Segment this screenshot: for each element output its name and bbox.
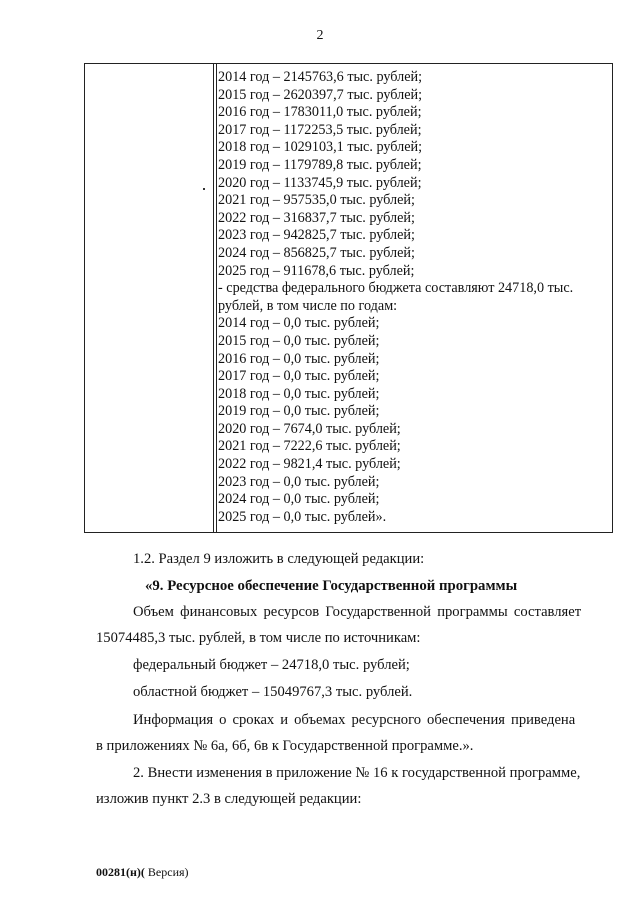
table-line: 2024 год – 856825,7 тыс. рублей; (218, 244, 415, 261)
budget-table (84, 63, 613, 533)
paragraph-2-line-1: Информация о сроках и объемах ресурсного обеспечения приведена (133, 712, 576, 728)
table-line: 2016 год – 0,0 тыс. рублей; (218, 350, 380, 367)
footer (96, 865, 189, 880)
table-line: 2018 год – 0,0 тыс. рублей; (218, 385, 380, 402)
paragraph-1-line-1: Объем финансовых ресурсов Государственной программы составляет (133, 604, 582, 620)
section-heading: «9. Ресурсное обеспечение Государственной программы (145, 578, 518, 594)
table-line: 2016 год – 1783011,0 тыс. рублей; (218, 104, 422, 121)
item-2-line-1: 2. Внести изменения в приложение № 16 к государственной программе, (133, 765, 581, 781)
table-line: 2023 год – 0,0 тыс. рублей; (218, 473, 380, 490)
table-line: 2014 год – 0,0 тыс. рублей; (218, 315, 380, 332)
table-line: 2017 год – 1172253,5 тыс. рублей; (218, 121, 422, 138)
federal-budget-line: федеральный бюджет – 24718,0 тыс. рублей; (133, 657, 410, 673)
item-1-2: 1.2. Раздел 9 изложить в следующей редакции: (133, 551, 425, 567)
table-line: 2025 год – 911678,6 тыс. рублей; (218, 262, 415, 279)
table-line: 2019 год – 0,0 тыс. рублей; (218, 403, 380, 420)
table-line: 2020 год – 7674,0 тыс. рублей; (218, 420, 401, 437)
table-line: 2022 год – 9821,4 тыс. рублей; (218, 456, 401, 473)
table-line: 2015 год – 2620397,7 тыс. рублей; (218, 86, 423, 103)
footer-version: Версия) (144, 865, 189, 879)
table-line: 2025 год – 0,0 тыс. рублей». (218, 508, 387, 525)
paragraph-2-line-2: в приложениях № 6а, 6б, 6в к Государственной программе.». (96, 738, 474, 754)
table-line: 2022 год – 316837,7 тыс. рублей; (218, 209, 415, 226)
table-line: - средства федерального бюджета составляют 24718,0 тыс. (218, 280, 574, 297)
funding-by-year-cell (218, 69, 613, 526)
table-line: 2014 год – 2145763,6 тыс. рублей; (218, 69, 423, 85)
column-divider (213, 64, 214, 532)
paragraph-1-line-2: 15074485,3 тыс. рублей, в том числе по источникам: (96, 630, 421, 646)
regional-budget-line: областной бюджет – 15049767,3 тыс. рублей. (133, 684, 413, 700)
table-line: 2024 год – 0,0 тыс. рублей; (218, 491, 380, 508)
table-line: 2021 год – 7222,6 тыс. рублей; (218, 438, 401, 455)
table-line: 2017 год – 0,0 тыс. рублей; (218, 368, 380, 385)
column-divider-inner (216, 64, 217, 532)
page-number: 2 (316, 28, 324, 43)
table-line: 2021 год – 957535,0 тыс. рублей; (218, 192, 415, 209)
table-line: 2018 год – 1029103,1 тыс. рублей; (218, 139, 423, 156)
table-line: рублей, в том числе по годам: (218, 297, 398, 314)
table-line: 2023 год – 942825,7 тыс. рублей; (218, 227, 415, 244)
table-line: 2015 год – 0,0 тыс. рублей; (218, 332, 380, 349)
table-line: 2020 год – 1133745,9 тыс. рублей; (218, 174, 422, 191)
table-line: 2019 год – 1179789,8 тыс. рублей; (218, 156, 422, 173)
item-2-line-2: изложив пункт 2.3 в следующей редакции: (96, 791, 362, 807)
stray-dot (203, 188, 205, 190)
footer-code: 00281(н)( (96, 865, 145, 879)
